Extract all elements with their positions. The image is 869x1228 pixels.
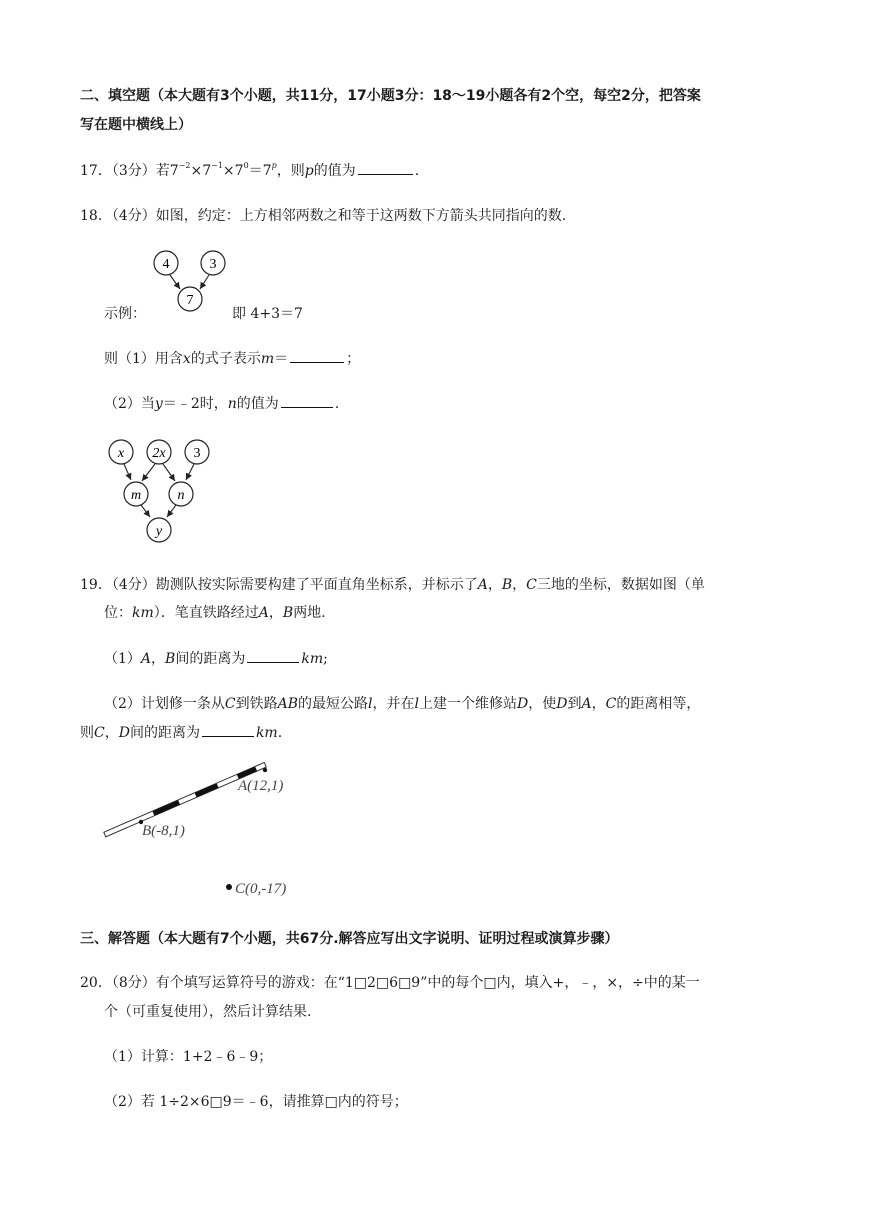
node-value: 3 xyxy=(193,446,201,461)
node-value: 3 xyxy=(209,257,217,272)
question-19-line1: 19．（4分）勘测队按实际需要构建了平面直角坐标系，并标示了A，B，C三地的坐标，数据如图（单 xyxy=(80,577,705,593)
answer-blank[interactable] xyxy=(202,722,254,737)
arrow xyxy=(200,275,209,289)
arrow xyxy=(186,464,194,480)
section-2-title-line1: 二、填空题（本大题有3个小题，共11分，17小题3分：18～19小题各有2个空，每空2分，把答案 xyxy=(80,88,701,104)
arrow xyxy=(163,464,175,481)
point-a-label: A(12,1) xyxy=(238,778,284,794)
answer-blank[interactable] xyxy=(358,160,413,175)
node-value: x xyxy=(117,446,125,461)
node-value: 4 xyxy=(162,257,170,272)
section-2-title-line2: 写在题中横线上） xyxy=(80,117,192,133)
point-b-label: B(-8,1) xyxy=(142,823,185,839)
section-3-title: 三、解答题（本大题有7个小题，共67分.解答应写出文字说明、证明过程或演算步骤） xyxy=(80,931,619,947)
point-a-dot xyxy=(263,768,267,772)
question-18-part-1: 则（1）用含x的式子表示m＝ ； xyxy=(104,348,360,368)
tree-diagram xyxy=(104,436,216,546)
arrow xyxy=(142,464,155,481)
arrow xyxy=(124,464,131,480)
question-20-line1: 20．（8分）有个填写运算符号的游戏：在“1□2□6□9”中的每个□内，填入+，﹣，×，÷中的某一 xyxy=(80,975,700,991)
railway-stripe xyxy=(152,800,180,816)
answer-blank[interactable] xyxy=(281,393,333,408)
question-17: 17．（3分）若$7^{-2}\times 7^{-1}\times 7^0=7^p$，则p的值为 . xyxy=(80,161,420,179)
node-value: m xyxy=(130,488,142,503)
question-19-line2: 位：km）．笔直铁路经过A，B两地. xyxy=(104,605,326,621)
question-20-part-2: （2）若 1÷2×6□9＝﹣6，请推算□内的符号； xyxy=(104,1094,408,1110)
question-19-part-2: （2）计划修一条从C到铁路AB的最短公路l，并在l上建一个维修站D，使D到A，C的距离相等， xyxy=(104,696,701,712)
question-number: 19． xyxy=(80,577,112,593)
question-19-part-2-cont: 则C，D间的距离为 km. xyxy=(80,722,282,742)
question-18-part-2: （2）当y＝﹣2时，n的值为 . xyxy=(104,393,339,413)
node-value: 2x xyxy=(152,446,166,461)
question-20-line2: 个（可重复使用），然后计算结果. xyxy=(104,1004,312,1020)
node-value: 7 xyxy=(186,293,194,308)
example-equation: 即 4+3＝7 xyxy=(232,306,303,322)
question-18-stem: 18．（4分）如图，约定：上方相邻两数之和等于这两数下方箭头共同指向的数. xyxy=(80,208,567,224)
arrow xyxy=(170,275,180,289)
question-number: 20． xyxy=(80,975,112,991)
question-number: 17． xyxy=(80,163,112,179)
arrow xyxy=(167,505,176,517)
question-20-part-1: （1）计算：1+2﹣6﹣9； xyxy=(104,1049,273,1065)
answer-blank[interactable] xyxy=(247,648,299,663)
point-c-dot xyxy=(226,884,232,890)
node-value: y xyxy=(155,524,163,539)
question-number: 18． xyxy=(80,208,112,224)
node-value: n xyxy=(177,488,185,503)
example-label: 示例： xyxy=(104,306,146,322)
arrow xyxy=(141,505,150,517)
point-c-label: C(0,-17) xyxy=(235,881,287,897)
answer-blank[interactable] xyxy=(290,348,344,363)
railway-diagram xyxy=(100,762,320,902)
railway-stripe xyxy=(195,783,219,797)
question-19-part-1: （1）A，B间的距离为 km; xyxy=(104,648,328,668)
example-diagram xyxy=(150,248,230,314)
